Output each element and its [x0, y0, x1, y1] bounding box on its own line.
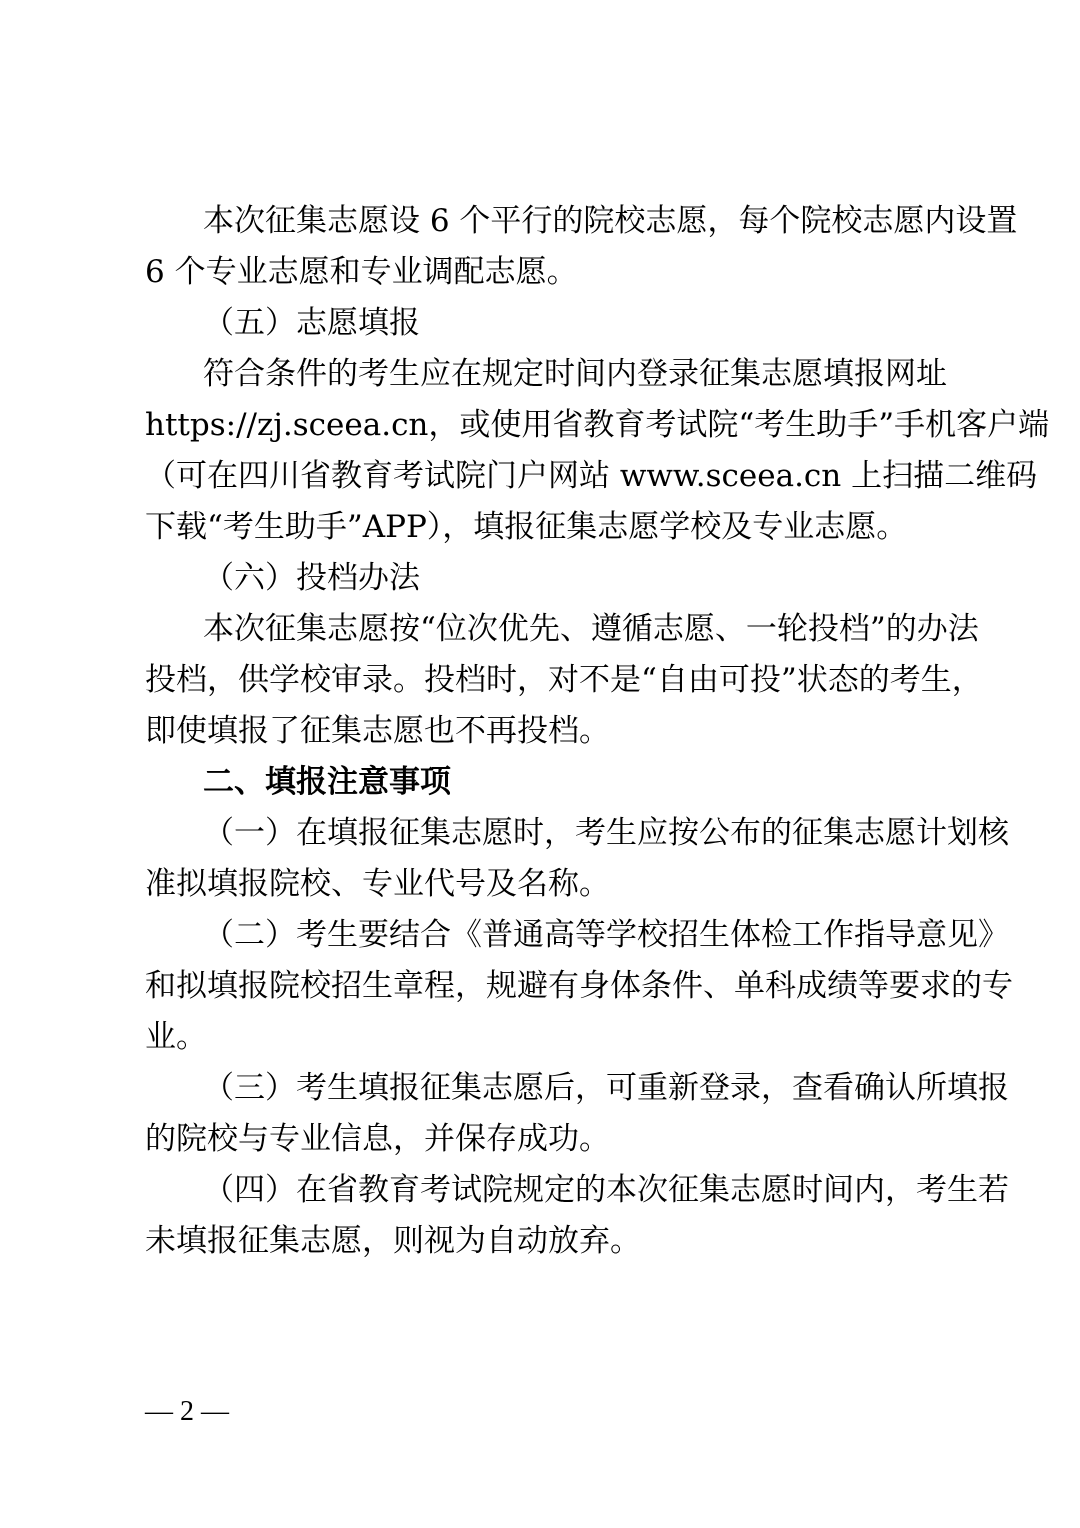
paragraph-line: 6 个专业志愿和专业调配志愿。	[145, 254, 578, 290]
paragraph-line: 符合条件的考生应在规定时间内登录征集志愿填报网址	[203, 356, 947, 392]
section-heading: 二、填报注意事项	[203, 764, 451, 800]
paragraph-line: 未填报征集志愿，则视为自动放弃。	[145, 1223, 641, 1259]
paragraph-line: 下载“考生助手”APP），填报征集志愿学校及专业志愿。	[145, 509, 908, 545]
paragraph-line: （三）考生填报征集志愿后，可重新登录，查看确认所填报	[203, 1070, 1009, 1106]
paragraph-line: 准拟填报院校、专业代号及名称。	[145, 866, 610, 902]
paragraph-line: 和拟填报院校招生章程，规避有身体条件、单科成绩等要求的专	[145, 968, 1013, 1004]
paragraph-line: （四）在省教育考试院规定的本次征集志愿时间内，考生若	[203, 1172, 1009, 1208]
paragraph-line: 即使填报了征集志愿也不再投档。	[145, 713, 610, 749]
paragraph-line: 业。	[145, 1019, 207, 1055]
paragraph-line: https://zj.sceea.cn，或使用省教育考试院“考生助手”手机客户端	[145, 407, 1050, 443]
section-subheading: （五）志愿填报	[203, 305, 420, 341]
paragraph-line: 本次征集志愿设 6 个平行的院校志愿，每个院校志愿内设置	[203, 203, 1018, 239]
paragraph-line: （二）考生要结合《普通高等学校招生体检工作指导意见》	[203, 917, 1009, 953]
paragraph-line: 投档，供学校审录。投档时，对不是“自由可投”状态的考生，	[145, 662, 983, 698]
section-subheading: （六）投档办法	[203, 560, 420, 596]
paragraph-line: （一）在填报征集志愿时，考生应按公布的征集志愿计划核	[203, 815, 1009, 851]
paragraph-line: （可在四川省教育考试院门户网站 www.sceea.cn 上扫描二维码	[145, 458, 1038, 494]
paragraph-line: 的院校与专业信息，并保存成功。	[145, 1121, 610, 1157]
page-number: — 2 —	[145, 1396, 229, 1427]
paragraph-line: 本次征集志愿按“位次优先、遵循志愿、一轮投档”的办法	[203, 611, 979, 647]
